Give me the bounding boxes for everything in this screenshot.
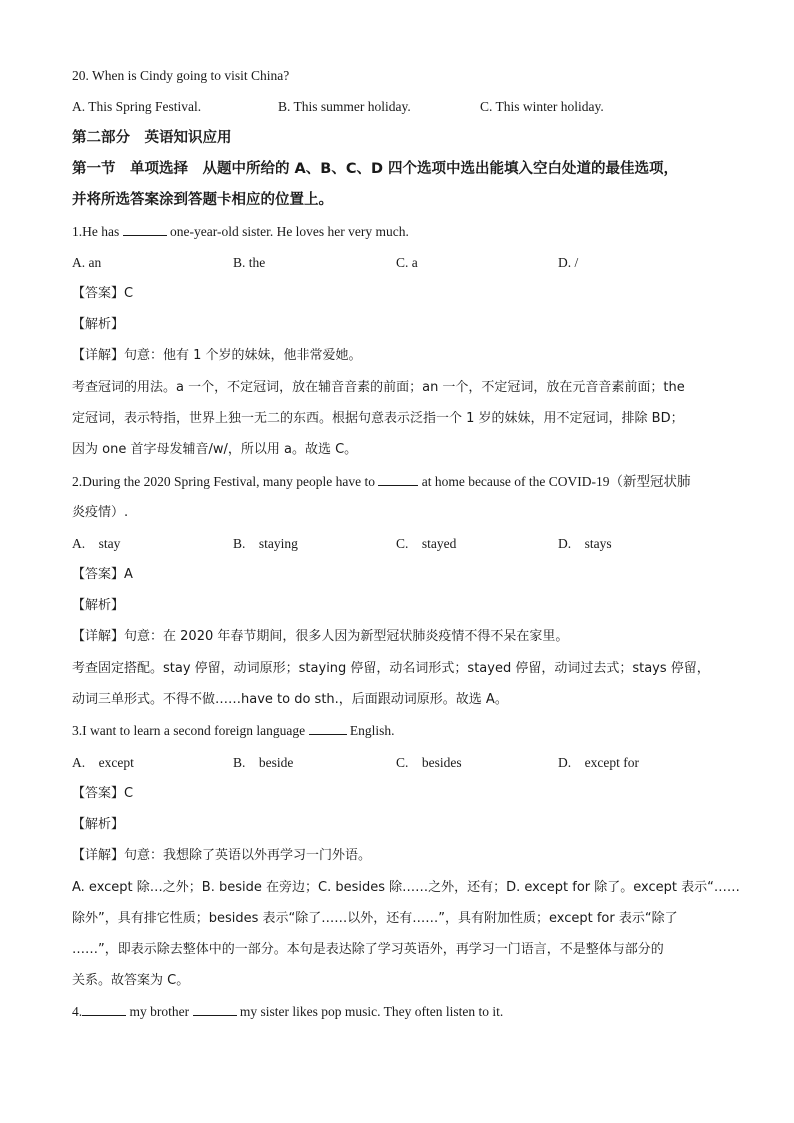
q1-detail	[72, 346, 362, 366]
q2-option-c: C. stayed	[396, 536, 457, 551]
q3-option-c: C. besides	[396, 755, 462, 770]
part2-title: 第二部分 英语知识应用	[72, 130, 232, 146]
q1-answer	[72, 284, 133, 304]
q1-option-c: C. a	[396, 255, 418, 270]
q3-explanation-line1: A. except 除…之外；B. beside 在旁边；C. besides 除……之外，还有；D. except for 除了。except 表示“……	[72, 880, 740, 895]
q1-answer-value: C	[124, 286, 134, 301]
q1-blank	[123, 223, 167, 236]
q1-detail-text: 句意：他有 1 个岁的妹妹，他非常爱她。	[124, 348, 362, 363]
q2-stem	[72, 472, 691, 492]
q2-option-b: B. staying	[233, 536, 298, 551]
q3-stem-post: English.	[349, 723, 395, 738]
q2-analysis-label: 【解析】	[72, 598, 125, 613]
q3-answer-value: C	[124, 786, 134, 801]
q2-blank	[378, 473, 418, 486]
q3-analysis-label: 【解析】	[72, 817, 125, 832]
q3-explanation-line3: ……”，即表示除去整体中的一部分。本句是表达除了学习英语外，再学习一门语言，不是整体与部分的	[72, 942, 664, 957]
q4-stem-mid: my brother	[129, 1004, 190, 1019]
q2-option-a: A. stay	[72, 536, 121, 551]
q4-stem-post: my sister likes pop music. They often listen to it.	[239, 1004, 504, 1019]
answer-label: 【答案】	[72, 567, 125, 582]
q3-stem	[72, 721, 395, 741]
section1-instruction-line2: 并将所选答案涂到答题卡相应的位置上。	[72, 192, 333, 208]
q1-stem-post: one-year-old sister. He loves her very much.	[170, 224, 409, 239]
q1-option-d: D. /	[558, 255, 579, 270]
q2-stem-line2: 炎疫情）.	[72, 505, 129, 520]
q20-option-a: A. This Spring Festival.	[72, 99, 202, 114]
q3-blank	[309, 722, 347, 735]
section1-instruction-line1: 第一节 单项选择 从题中所给的 A、B、C、D 四个选项中选出能填入空白处道的最佳选项，	[72, 161, 679, 177]
q2-explanation-line2: 动词三单形式。不得不做……have to do sth.，后面跟动词原形。故选 A。	[72, 692, 508, 707]
q1-explanation-line1: 考查冠词的用法。a 一个，不定冠词，放在辅音音素的前面；an 一个，不定冠词，放在元音音素前面；the	[72, 380, 685, 395]
q3-option-b: B. beside	[233, 755, 294, 770]
q4-blank-2	[193, 1003, 237, 1016]
q1-option-a: A. an	[72, 255, 102, 270]
q1-analysis-label: 【解析】	[72, 317, 125, 332]
q3-answer	[72, 784, 133, 804]
q3-explanation-line4: 关系。故答案为 C。	[72, 973, 190, 988]
answer-label: 【答案】	[72, 786, 125, 801]
q20-option-c: C. This winter holiday.	[480, 99, 604, 114]
detail-label: 【详解】	[72, 348, 125, 363]
q1-explanation-line3: 因为 one 首字母发辅音/w/，所以用 a。故选 C。	[72, 442, 358, 457]
q20-option-b: B. This summer holiday.	[278, 99, 411, 114]
q20-stem: 20. When is Cindy going to visit China?	[72, 68, 290, 83]
q3-option-a: A. except	[72, 755, 134, 770]
q3-option-d: D. except for	[558, 755, 639, 770]
q4-stem-num: 4.	[72, 1004, 83, 1019]
q4-stem	[72, 1002, 503, 1022]
q3-stem-pre: 3.I want to learn a second foreign language	[72, 723, 306, 738]
detail-label: 【详解】	[72, 629, 125, 644]
q2-option-d: D. stays	[558, 536, 612, 551]
q2-detail-text: 句意：在 2020 年春节期间，很多人因为新型冠状肺炎疫情不得不呆在家里。	[124, 629, 569, 644]
q2-detail	[72, 627, 568, 647]
q3-detail-text: 句意：我想除了英语以外再学习一门外语。	[124, 848, 372, 863]
q1-option-b: B. the	[233, 255, 266, 270]
q1-stem	[72, 222, 409, 242]
q3-explanation-line2: 除外”，具有排它性质；besides 表示“除了……以外，还有……”，具有附加性质；except for 表示“除了	[72, 911, 678, 926]
q2-stem-pre: 2.During the 2020 Spring Festival, many people have to	[72, 474, 375, 489]
q4-blank-1	[82, 1003, 126, 1016]
q2-answer-value: A	[124, 567, 133, 582]
answer-label: 【答案】	[72, 286, 125, 301]
q2-stem-post: at home because of the COVID-19（新型冠状肺	[421, 474, 691, 489]
detail-label: 【详解】	[72, 848, 125, 863]
q1-stem-pre: 1.He has	[72, 224, 120, 239]
q3-detail	[72, 846, 371, 866]
q2-explanation-line1: 考查固定搭配。stay 停留，动词原形；staying 停留，动名词形式；stayed 停留，动词过去式；stays 停留，	[72, 661, 710, 676]
q1-explanation-line2: 定冠词，表示特指，世界上独一无二的东西。根据句意表示泛指一个 1 岁的妹妹，用不定冠词，排除 BD；	[72, 411, 684, 426]
q2-answer	[72, 565, 133, 585]
